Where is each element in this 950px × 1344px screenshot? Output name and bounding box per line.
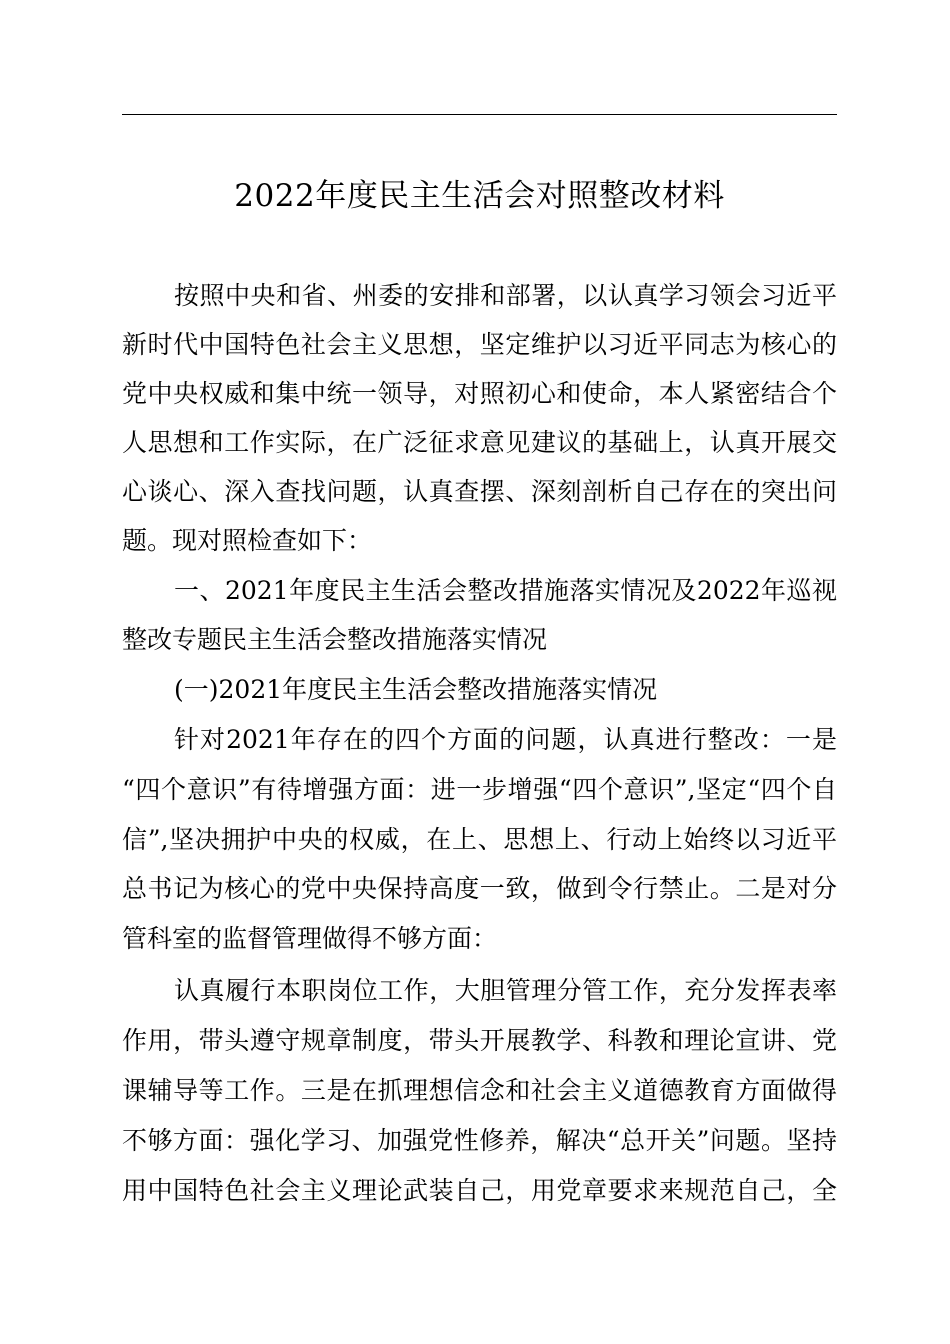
subsection-heading: (一)2021年度民主生活会整改措施落实情况 xyxy=(174,675,658,704)
body-line: 管科室的监督管理做得不够方面： xyxy=(122,924,498,953)
body-line: 不够方面：强化学习、加强党性修养，解决“总开关”问题。坚持 xyxy=(122,1126,837,1155)
body-line: 用中国特色社会主义理论武装自己，用党章要求来规范自己，全 xyxy=(122,1176,837,1205)
body-line: 作用，带头遵守规章制度，带头开展教学、科教和理论宣讲、党 xyxy=(122,1026,837,1055)
body-line: 信”,坚决拥护中央的权威，在上、思想上、行动上始终以习近平 xyxy=(122,825,837,854)
document-title: 2022年度民主生活会对照整改材料 xyxy=(234,178,725,214)
body-line: 党中央权威和集中统一领导，对照初心和使命，本人紧密结合个 xyxy=(122,379,837,408)
body-line: 课辅导等工作。三是在抓理想信念和社会主义道德教育方面做得 xyxy=(122,1076,837,1105)
section-heading-line: 一、2021年度民主生活会整改措施落实情况及2022年巡视 xyxy=(174,576,837,605)
header-rule xyxy=(122,114,837,115)
body-line: 按照中央和省、州委的安排和部署，以认真学习领会习近平 xyxy=(174,281,837,310)
section-heading-line: 整改专题民主生活会整改措施落实情况 xyxy=(122,625,548,654)
body-line: “四个意识”有待增强方面：进一步增强“四个意识”,坚定“四个自 xyxy=(122,775,837,804)
body-line: 题。现对照检查如下： xyxy=(122,526,373,555)
body-line: 心谈心、深入查找问题，认真查摆、深刻剖析自己存在的突出问 xyxy=(122,477,837,506)
body-line: 人思想和工作实际，在广泛征求意见建议的基础上，认真开展交 xyxy=(122,428,837,457)
body-line: 认真履行本职岗位工作，大胆管理分管工作，充分发挥表率 xyxy=(174,976,837,1005)
body-line: 总书记为核心的党中央保持高度一致，做到令行禁止。二是对分 xyxy=(122,874,837,903)
body-line: 新时代中国特色社会主义思想，坚定维护以习近平同志为核心的 xyxy=(122,330,837,359)
body-line: 针对2021年存在的四个方面的问题，认真进行整改：一是 xyxy=(174,725,837,754)
